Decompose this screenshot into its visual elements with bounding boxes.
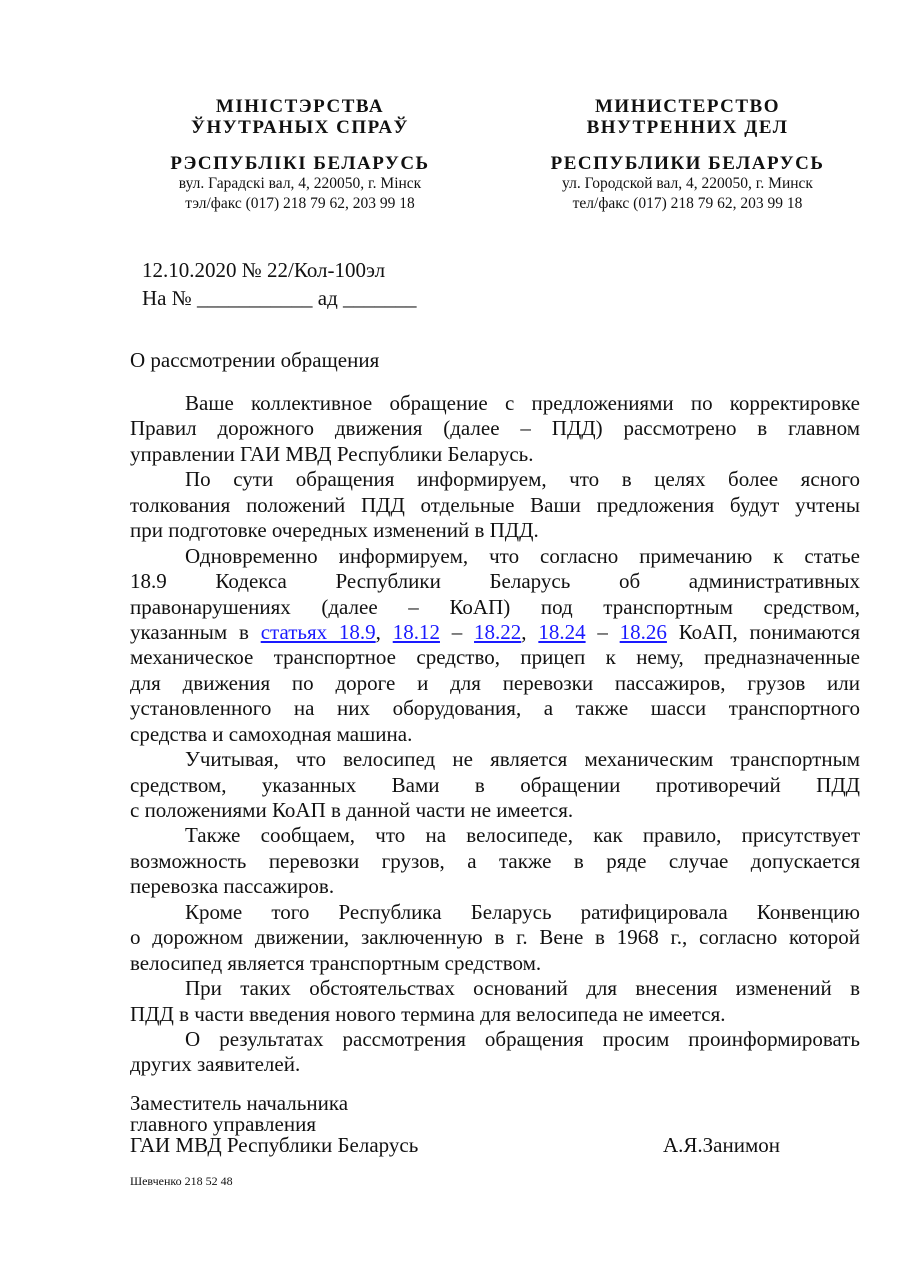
address: ул. Городской вал, 4, 220050, г. Минск (562, 175, 813, 192)
letter-body (130, 391, 860, 1078)
text-segment: , (521, 619, 539, 644)
text-line: 18.9 Кодекса Республики Беларусь об административных (130, 569, 860, 594)
text-line: Одновременно информируем, что согласно примечанию к статье (185, 543, 860, 568)
ministry-name: ЎНУТРАНЫХ СПРАЎ (191, 117, 409, 138)
signer-name: А.Я.Занимон (662, 1133, 780, 1157)
paragraph (130, 900, 860, 976)
text-segment: указанным в (130, 619, 261, 644)
paragraph (130, 823, 860, 899)
text-line: При таких обстоятельствах оснований для внесения изменений в (185, 976, 860, 1001)
paragraph (130, 747, 860, 823)
text-line: других заявителей. (130, 1052, 301, 1077)
text-segment: , (375, 619, 393, 644)
text-line: ПДД в части введения нового термина для велосипеда не имеется. (130, 1001, 726, 1026)
text-line: средством, указанных Вами в обращении противоречий ПДД (130, 772, 860, 797)
ministry-name: ВНУТРЕННИХ ДЕЛ (586, 117, 789, 138)
text-line: о дорожном движении, заключенную в г. Вене в 1968 г., согласно которой (130, 925, 860, 950)
article-link[interactable]: 18.24 (538, 619, 586, 644)
text-line: толкования положений ПДД отдельные Ваши предложения будут учтены (130, 492, 860, 517)
paragraph (130, 544, 860, 748)
text-line: управлении ГАИ МВД Республики Беларусь. (130, 441, 534, 466)
letterhead-belarusian (140, 96, 460, 214)
executor-contact: Шевченко 218 52 48 (130, 1174, 233, 1188)
text-line: возможность перевозки грузов, а также в ряде случае допускается (130, 848, 860, 873)
text-line: правонарушениях (далее – КоАП) под транспортным средством, (130, 594, 860, 619)
signer-title: ГАИ МВД Республики Беларусь (130, 1133, 419, 1157)
document-date-number: 12.10.2020 № 22/Кол-100эл (142, 258, 386, 282)
article-link[interactable]: 18.26 (619, 619, 667, 644)
ministry-name: МИНИСТЕРСТВО (594, 96, 781, 117)
text-line: перевозка пассажиров. (130, 874, 335, 899)
text-line: Также сообщаем, что на велосипеде, как правило, присутствует (185, 823, 860, 848)
ministry-name: МІНІСТЭРСТВА (215, 96, 385, 117)
text-line: По сути обращения информируем, что в целях более ясного (185, 467, 860, 492)
signer-title: Заместитель начальника (130, 1091, 349, 1115)
reply-reference: На № ___________ ад _______ (142, 286, 417, 310)
text-line: с положениями КоАП в данной части не имеется. (130, 798, 574, 822)
paragraph (130, 467, 860, 543)
signature-block (130, 1093, 780, 1156)
paragraph (130, 1027, 860, 1078)
letterhead-russian (525, 96, 850, 214)
text-segment: – (585, 619, 620, 644)
text-line: Учитывая, что велосипед не является механическим транспортным (185, 747, 860, 772)
text-line: механическое транспортное средство, прицеп к нему, предназначенные (130, 645, 860, 670)
text-segment: КоАП, понимаются (666, 619, 861, 644)
address: вул. Гарадскі вал, 4, 220050, г. Мінск (178, 175, 422, 192)
text-line: Правил дорожного движения (далее – ПДД) рассмотрено в главном (130, 416, 860, 441)
republic-name: РЭСПУБЛІКІ БЕЛАРУСЬ (170, 153, 430, 174)
signer-title: главного управления (130, 1112, 316, 1136)
paragraph (130, 976, 860, 1027)
text-line: для движения по дороге и для перевозки пассажиров, грузов или (130, 670, 860, 695)
text-line: О результатах рассмотрения обращения просим проинформировать (185, 1026, 860, 1051)
article-link[interactable]: 18.22 (474, 619, 522, 644)
article-link[interactable]: статьях 18.9 (260, 619, 376, 644)
text-segment: – (439, 619, 475, 644)
text-line: установленного на них оборудования, а также шасси транспортного (130, 696, 860, 721)
text-line: Ваше коллективное обращение с предложениями по корректировке (185, 391, 860, 415)
text-line: при подготовке очередных изменений в ПДД. (130, 518, 539, 543)
republic-name: РЕСПУБЛИКИ БЕЛАРУСЬ (550, 153, 825, 174)
paragraph (130, 391, 860, 467)
text-line: велосипед является транспортным средством. (130, 950, 542, 975)
article-link[interactable]: 18.12 (392, 619, 440, 644)
text-line: средства и самоходная машина. (130, 721, 413, 746)
text-line: Кроме того Республика Беларусь ратифицировала Конвенцию (185, 899, 860, 924)
text-line (130, 620, 860, 645)
phone: тэл/факс (017) 218 79 62, 203 99 18 (185, 195, 415, 212)
phone: тел/факс (017) 218 79 62, 203 99 18 (572, 195, 803, 212)
subject-line: О рассмотрении обращения (130, 348, 380, 372)
